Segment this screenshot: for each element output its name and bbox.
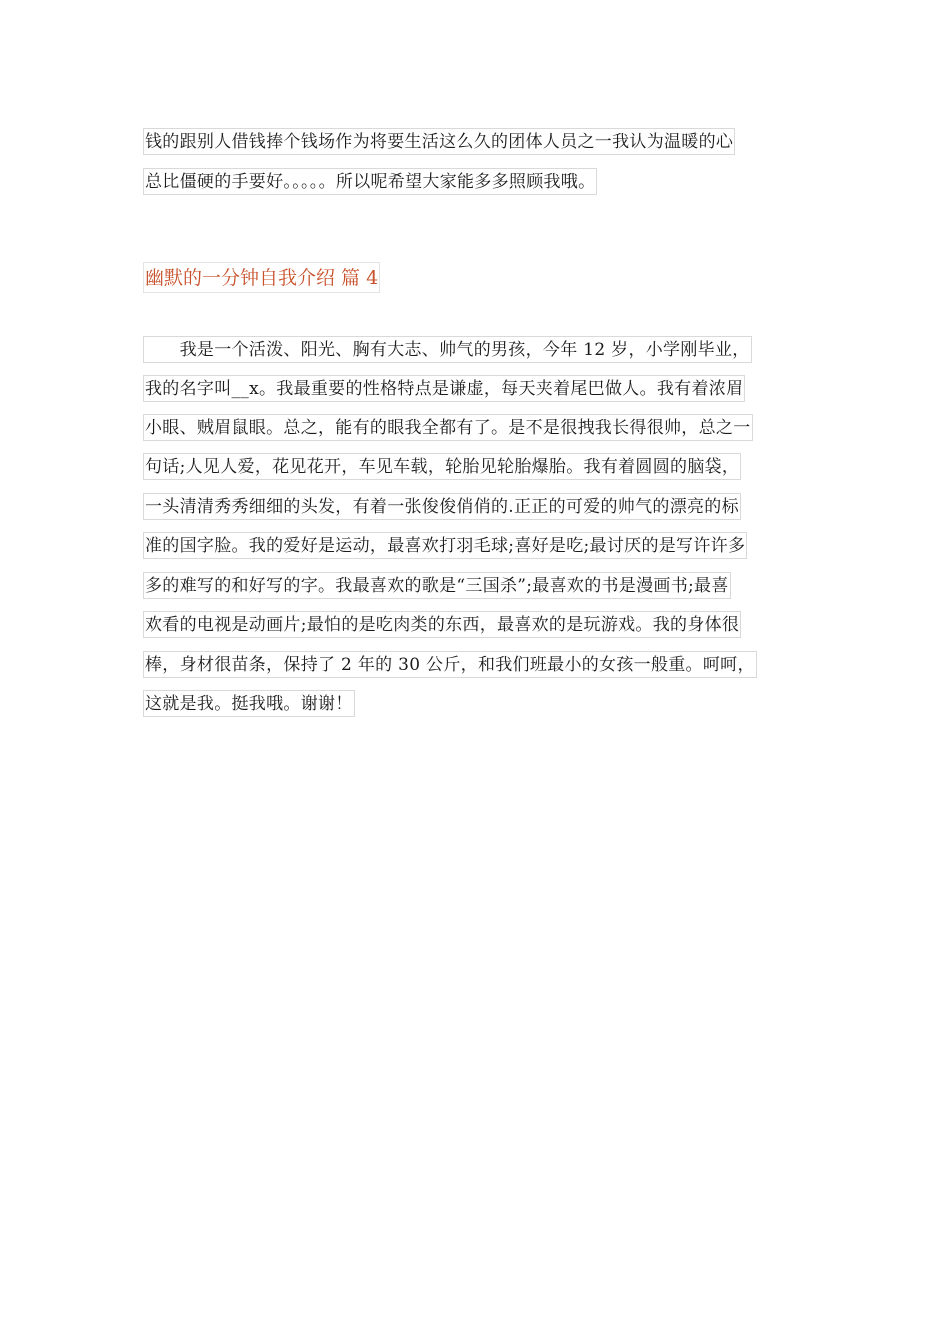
- paragraph-line-5: 一头清清秀秀细细的头发，有着一张俊俊俏俏的.正正的可爱的帅气的漂亮的标: [143, 493, 741, 520]
- paragraph-line-10: 这就是我。挺我哦。谢谢！: [143, 690, 355, 717]
- paragraph-line-8: 欢看的电视是动画片;最怕的是吃肉类的东西，最喜欢的是玩游戏。我的身体很: [143, 611, 741, 638]
- intro-line-1: 钱的跟别人借钱捧个钱场作为将要生活这么久的团体人员之一我认为温暖的心: [143, 128, 735, 155]
- paragraph-line-2: 我的名字叫__x。我最重要的性格特点是谦虚，每天夹着尾巴做人。我有着浓眉: [143, 375, 745, 402]
- paragraph-line-7: 多的难写的和好写的字。我最喜欢的歌是“三国杀”;最喜欢的书是漫画书;最喜: [143, 572, 731, 599]
- paragraph-line-3: 小眼、贼眉鼠眼。总之，能有的眼我全都有了。是不是很拽我长得很帅，总之一: [143, 414, 753, 441]
- section-heading: 幽默的一分钟自我介绍 篇 4: [143, 262, 380, 293]
- paragraph-line-6: 准的国字脸。我的爱好是运动，最喜欢打羽毛球;喜好是吃;最讨厌的是写许许多: [143, 532, 747, 559]
- paragraph-line-1: 我是一个活泼、阳光、胸有大志、帅气的男孩，今年 12 岁，小学刚毕业，: [143, 336, 752, 363]
- paragraph-line-9: 棒，身材很苗条，保持了 2 年的 30 公斤，和我们班最小的女孩一般重。呵呵，: [143, 651, 757, 678]
- paragraph-line-4: 句话;人见人爱，花见花开，车见车载，轮胎见轮胎爆胎。我有着圆圆的脑袋，: [143, 453, 741, 480]
- intro-line-2: 总比僵硬的手要好。。。。。所以呢希望大家能多多照顾我哦。: [143, 168, 597, 195]
